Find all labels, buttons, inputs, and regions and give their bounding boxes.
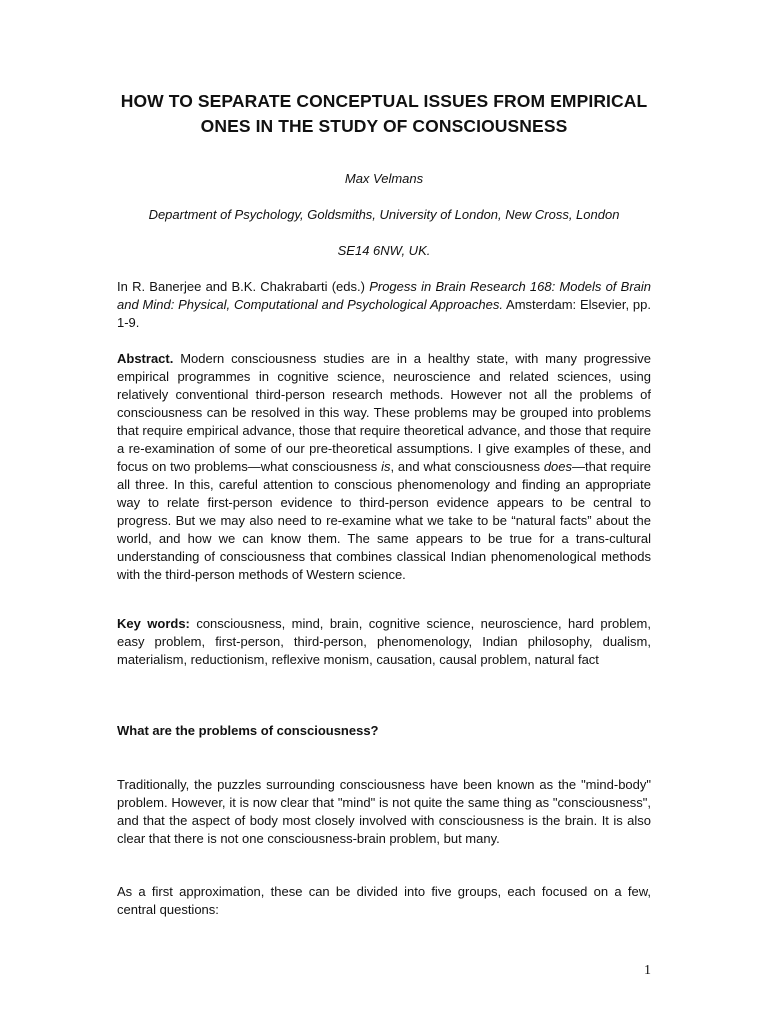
- body-paragraph-2: As a first approximation, these can be divided into five groups, each focused on a few, central questions:: [117, 884, 651, 917]
- keywords-paragraph: [117, 615, 651, 669]
- citation-book-title: Progess in Brain Research 168: Models of Brain and Mind: Physical, Computational and Psychological Approaches.: [117, 279, 651, 312]
- title-line-1: HOW TO SEPARATE CONCEPTUAL ISSUES FROM EMPIRICAL: [120, 91, 648, 111]
- paper-title: [100, 89, 668, 139]
- citation-reference: [117, 278, 651, 332]
- title-line-2: ONES IN THE STUDY OF CONSCIOUSNESS: [200, 116, 568, 136]
- abstract-paragraph: [117, 350, 651, 584]
- author-affiliation: Department of Psychology, Goldsmiths, University of London, New Cross, London: [148, 207, 620, 222]
- page-number: 1: [644, 963, 651, 978]
- citation-prefix: In R. Banerjee and B.K. Chakrabarti (eds.): [117, 279, 370, 294]
- abstract-text-2: , and what consciousness: [390, 459, 544, 474]
- abstract-text-3: —that require all three. In this, careful attention to conscious phenomenology and finding an appropriate way to relate first-person evidence to third-person evidence appears to be central to progress. But we may also need to re-examine what we take to be “natural facts” about the world, and how we can know them. The same appears to be true for a trans-cultural understanding of consciousness that combines classical Indian phenomenological methods with the third-person methods of Western science.: [117, 459, 652, 582]
- abstract-emphasis-does: does: [543, 459, 573, 474]
- abstract-emphasis-is: is: [381, 459, 391, 474]
- keywords-label: Key words:: [117, 616, 190, 631]
- author-postcode: SE14 6NW, UK.: [337, 243, 431, 258]
- section-heading: What are the problems of consciousness?: [117, 723, 379, 738]
- abstract-text-1: Modern consciousness studies are in a healthy state, with many progressive empirical programmes in cognitive science, neuroscience and related sciences, using relatively conventional third-person research methods. However not all the problems of consciousness can be resolved in this way. These problems may be grouped into problems that require empirical advance, those that require theoretical advance, and those that require a re-examination of some of our pre-theoretical assumptions. I give examples of these, and focus on two problems—what consciousness: [117, 351, 651, 474]
- citation-suffix: Amsterdam: Elsevier, pp. 1-9.: [117, 297, 651, 330]
- keywords-text: consciousness, mind, brain, cognitive science, neuroscience, hard problem, easy problem, first-person, third-person, phenomenology, Indian philosophy, dualism, materialism, reductionism, reflexive monism, causation, causal problem, natural fact: [117, 616, 651, 667]
- body-paragraph-1: Traditionally, the puzzles surrounding consciousness have been known as the "mind-body" problem. However, it is now clear that "mind" is not quite the same thing as "consciousness", and that the aspect of body most closely involved with consciousness is the brain. It is also clear that there is not one consciousness-brain problem, but many.: [117, 777, 651, 846]
- abstract-label: Abstract.: [117, 351, 174, 366]
- author-name: Max Velmans: [344, 171, 424, 186]
